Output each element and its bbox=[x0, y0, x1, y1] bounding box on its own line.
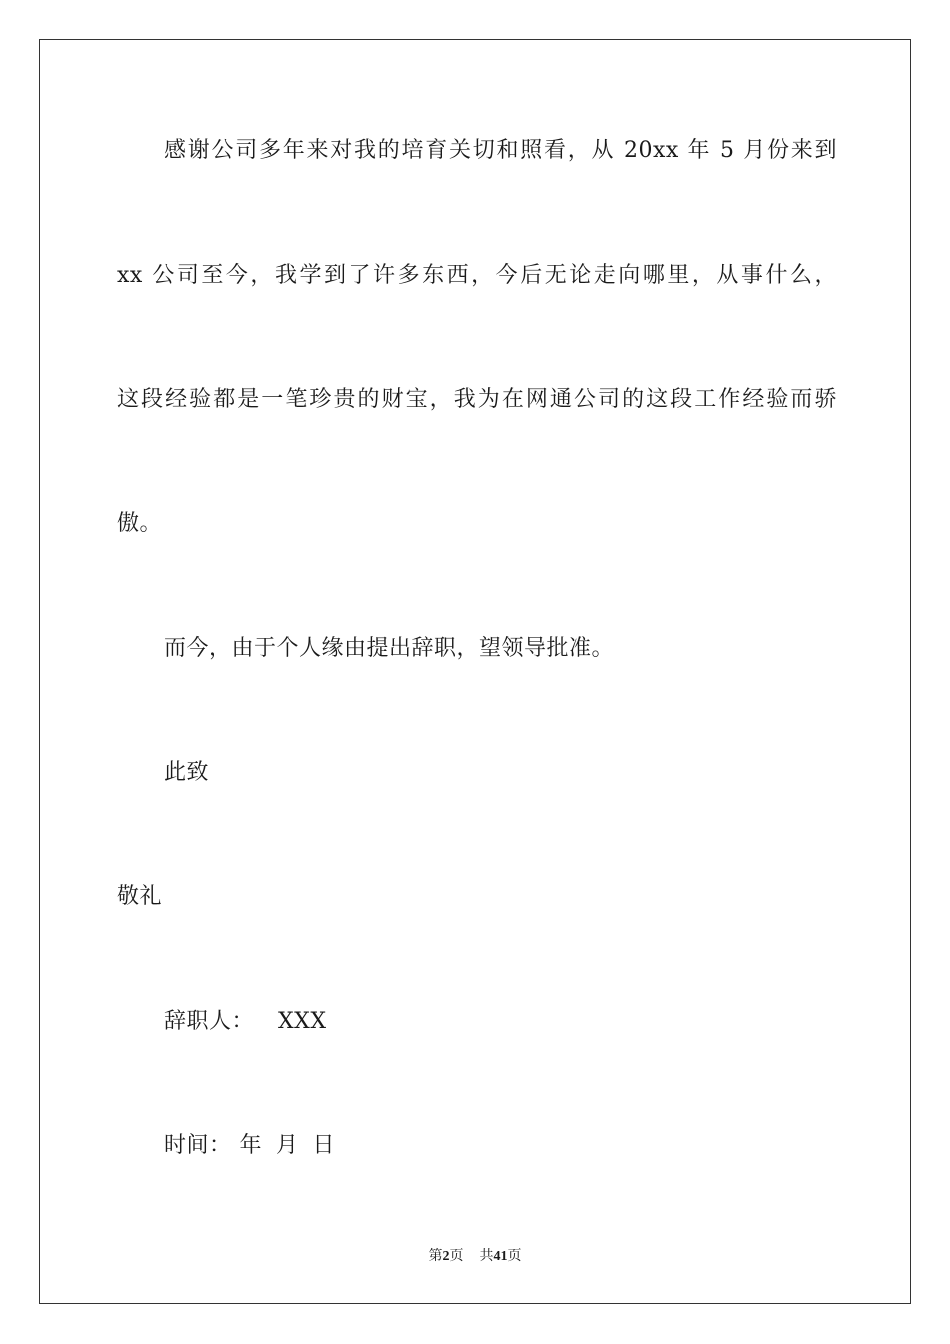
paragraph-line-1: 感谢公司多年来对我的培育关切和照看，从 20xx 年 5 月份来到 bbox=[164, 138, 837, 163]
resignation-request: 而今，由于个人缘由提出辞职，望领导批准。 bbox=[164, 636, 615, 661]
page-footer bbox=[0, 1248, 950, 1266]
paragraph-line-4: 傲。 bbox=[117, 511, 163, 536]
page-total: 41 bbox=[493, 1249, 508, 1264]
signature-line bbox=[117, 1007, 837, 1037]
page-current: 2 bbox=[442, 1249, 450, 1264]
date-day: 日 bbox=[312, 1133, 336, 1158]
date-year: 年 bbox=[239, 1133, 263, 1158]
page-prefix: 第 bbox=[428, 1249, 443, 1264]
date-line bbox=[117, 1131, 837, 1161]
signature-label: 辞职人： bbox=[164, 1009, 255, 1034]
signature-name: XXX bbox=[278, 1009, 327, 1034]
date-label: 时间： bbox=[164, 1133, 232, 1158]
closing-salutation: 此致 bbox=[164, 760, 210, 785]
page-border bbox=[39, 39, 911, 1304]
date-month: 月 bbox=[276, 1133, 299, 1158]
total-prefix: 共 bbox=[479, 1249, 494, 1264]
paragraph-line-2: xx 公司至今，我学到了许多东西，今后无论走向哪里，从事什么， bbox=[117, 263, 837, 288]
paragraph-line-3: 这段经验都是一笔珍贵的财宝，我为在网通公司的这段工作经验而骄 bbox=[117, 387, 837, 412]
page-suffix: 页 bbox=[449, 1249, 464, 1264]
closing-regards: 敬礼 bbox=[117, 884, 163, 909]
total-suffix: 页 bbox=[507, 1249, 522, 1264]
